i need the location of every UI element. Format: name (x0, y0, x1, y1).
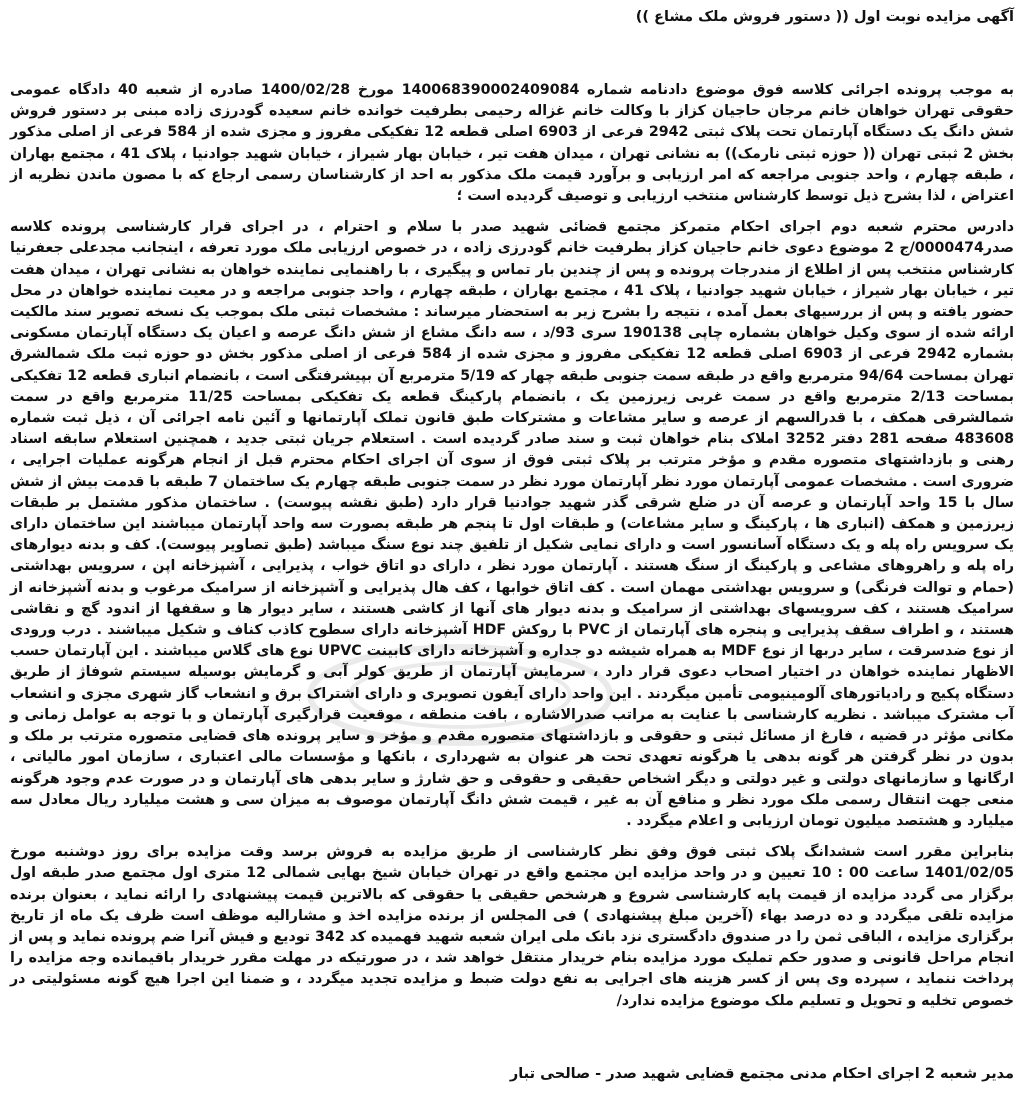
notice-paragraph-expert-report: دادرس محترم شعبه دوم اجرای احکام متمرکز مجتمع قضائی شهید صدر با سلام و احترام ، در اجرای قرار کارشناسی پرونده کلاسه صدر0000474/ج 2 موضوع دعوی خانم حاجیان کزاز بطرفیت خانم گودرزی زاده ، در خصوص ارزیابی ملک مورد تعرفه ، اینجانب مجدعلی جعفرنیا کارشناس منتخب پس از اطلاع از مندرجات پرونده و پس از چندین بار تماس و پیگیری ، با راهنمایی نماینده خواهان به نشانی تهران ، میدان هفت تیر ، خیابان بهار شیراز ، خیابان شهید جوادنیا ، پلاک 41 ، مجتمع بهاران ، طبقه چهارم ، واحد جنوبی مراجعه و در معیت نماینده خواهان در محل حضور یافته و پس از بررسیهای بعمل آمده ، نتیجه را بشرح زیر به استحضار میرساند : مشخصات ثبتی ملک بموجب یک نسخه تصویر سند مالکیت ارائه شده از سوی وکیل خواهان بشماره چاپی 190138 سری 93/د ، سه دانگ مشاع از شش دانگ عرصه و اعیان یک دستگاه آپارتمان مسکونی بشماره 2942 فرعی از 6903 اصلی قطعه 12 تفکیکی مفروز و مجزی شده از 584 فرعی از اصلی مذکور بخش دو حوزه ثبت ملک شمالشرق تهران بمساحت 94/64 مترمربع واقع در طبقه سمت جنوبی طبقه چهار که 5/19 مترمربع آن بپیشرفتگی است ، بانضمام انباری قطعه 12 تفکیکی بمساحت 2/13 مترمربع واقع در سمت غربی زیرزمین یک ، بانضمام پارکینگ قطعه یک تفکیکی بمساحت 11/25 مترمربع واقع در سمت شمالشرقی همکف ، با قدرالسهم از عرصه و سایر مشاعات و مشترکات طبق قانون تملک آپارتمانها و آئین نامه اجرائی آن ، ذیل ثبت شماره 483608 صفحه 281 دفتر 3252 املاک بنام خواهان ثبت و سند صادر گردیده است . استعلام جریان ثبتی جدید ، همچنین استعلام سابقه اسناد رهنی و بازداشتهای متصوره مقدم و مؤخر مترتب بر پلاک ثبتی فوق از سوی آن اجرای احکام محترم قبل از انجام هرگونه عملیات اجرایی ، ضروری است . مشخصات عمومی آپارتمان مورد نظر آپارتمان مورد نظر در سمت جنوبی طبقه چهارم یک ساختمان 7 طبقه با قدمت بیش از شش سال با 15 واحد آپارتمان و عرصه آن در ضلع شرقی گذر شهید جوادنیا قرار دارد (طبق نقشه پیوست) . ساختمان مذکور مشتمل بر طبقات زیرزمین و همکف (انباری ها ، پارکینگ و سایر مشاعات) و طبقات اول تا پنجم هر طبقه بصورت سه واحد آپارتمان میباشند این ساختمان دارای یک سرویس راه پله و یک دستگاه آسانسور است و دارای نمایی شکیل از تلفیق چند نوع سنگ میباشد (طبق تصاویر پیوست). کف و بدنه دیوارهای راه پله و راهروهای مشاعی و پارکینگ از سنگ هستند . آپارتمان مورد نظر ، دارای دو اتاق خواب ، پذیرایی ، آشپزخانه اپن ، سرویس بهداشتی (حمام و توالت فرنگی) و سرویس بهداشتی مهمان است . کف اتاق خوابها ، کف هال پذیرایی و آشپزخانه از سرامیک مرغوب و بدنه آشپزخانه از سرامیک هستند ، کف سرویسهای بهداشتی از سرامیک و بدنه دیوار های آنها از کاشی هستند ، سایر دیوار ها و سقفها از اندود گچ و نقاشی هستند ، و اطراف سقف پذیرایی و پنجره های آپارتمان از PVC با روکش HDF آشپزخانه دارای سطوح کاذب کناف و شکیل میباشند . درب ورودی از نوع ضدسرقت ، سایر دربها از نوع MDF به همراه شیشه دو جداره و آشپزخانه دارای کابینت UPVC نوع های گلاس میباشند . این آپارتمان حسب الاظهار نماینده خواهان در اختیار اصحاب دعوی قرار دارد ، سرمایش آپارتمان از طریق کولر آبی و گرمایش بوسیله سیستم شوفاژ از طریق دستگاه پکیج و رادیاتورهای آلومینیومی تأمین میگردند . این واحد دارای آیفون تصویری و دارای اشتراک برق و انشعاب گاز شهری مجزی و انشعاب آب مشترک میباشد . نظریه کارشناسی با عنایت به مراتب صدرالاشاره ، بافت منطقه ، موقعیت قرارگیری آپارتمان و با توجه به عوامل زمانی و مکانی مؤثر در قضیه ، فارغ از مسائل ثبتی و حقوقی و بازداشتهای متصوره مقدم و مؤخر و سایر پرونده های قضایی متصوره مترتب بر ملک و بدون در نظر گرفتن هر گونه بدهی یا هرگونه تعهدی تحت هر عنوان به شهرداری ، بانکها و مؤسسات مالی اعتباری ، سازمان امور مالیاتی ، ارگانها و سازمانهای دولتی و غیر دولتی و دیگر اشخاص حقیقی و حقوقی و حق شارژ و سایر بدهی های آپارتمان و در صورت عدم وجود هرگونه منعی جهت انتقال رسمی ملک مورد نظر و منافع آن به غیر ، قیمت شش دانگ آپارتمان موصوف به میزان سی و هشت میلیارد ریال معادل سه میلیارد و هشتصد میلیون تومان ارزیابی و اعلام میگردد . (10, 219, 1015, 829)
notice-signature: مدیر شعبه 2 اجرای احکام مدنی مجتمع قضایی شهید صدر - صالحی تبار (509, 1066, 1014, 1082)
notice-paragraph-intro: به موجب پرونده اجرائی کلاسه فوق موضوع دادنامه شماره 140068390002409084 مورخ 1400/02/28 صادره از شعبه 40 دادگاه عمومی حقوقی تهران خواهان خانم مرجان حاجیان کزاز با وکالت خانم غزاله رحیمی بطرفیت خوانده خانم سعیده گودرزی زاده مبنی بر دستور فروش شش دانگ یک دستگاه آپارتمان تحت پلاک ثبتی 2942 فرعی از 6903 اصلی قطعه 12 تفکیکی مفروز و مجزی شده از 584 فرعی از اصلی مذکور بخش 2 ثبتی تهران (( حوزه ثبتی نارمک)) به نشانی تهران ، میدان هفت تیر ، خیابان بهار شیراز ، خیابان شهید جوادنیا ، پلاک 41 ، مجتمع بهاران ، طبقه چهارم ، واحد جنوبی مراجعه که امر ارزیابی و برآورد قیمت ملک مذکور به احد از کارشناسان رسمی ارجاع که با مصون ماندن نظریه از اعتراض ، لذا بشرح ذیل توسط کارشناس منتخب ارزیابی و توصیف گردیده است ؛ (10, 82, 1015, 205)
notice-title: آگهی مزایده نوبت اول (( دستور فروش ملک مشاع )) (635, 9, 1014, 25)
notice-paragraph-auction-terms: بنابراین مقرر است ششدانگ پلاک ثبتی فوق وفق نظر کارشناسی از طریق مزایده به فروش برسد وقت مزایده برای روز دوشنبه مورخ 1401/02/05 ساعت 00 : 10 تعیین و در واحد مزایده این مجتمع واقع در تهران خیابان شیخ بهایی شمالی 12 متری اول مجتمع صدر طبقه اول برگزار می گردد مزایده از قیمت پایه کارشناسی شروع و هرشخص حقیقی یا حقوقی که بالاترین قیمت پیشنهادی را ارائه نماید ، بعنوان برنده مزایده تلقی میگردد و ده درصد بهاء (آخرین مبلغ پیشنهادی ) فی المجلس از برنده مزایده اخذ و مشارالیه موظف است ظرف یک ماه از تاریخ برگزاری مزایده ، الباقی ثمن را در صندوق دادگستری نزد بانک ملی ایران شعبه شهید فهمیده کد 342 تودیع و فیش آنرا ضم پرونده نماید و پس از انجام مراحل قانونی و صدور حکم تملیک مورد مزایده بنام خریدار منتقل خواهد شد ، در صورتیکه در مهلت مقرر خریدار باقیمانده وجه مزایده را پرداخت ننماید ، سپرده وی پس از کسر هزینه های اجرایی به نفع دولت ضبط و مزایده تجدید میگردد ، و ضمنا این اجرا هیچ گونه مسئولیتی در خصوص تخلیه و تحویل و تسلیم ملک موضوع مزایده ندارد/ (10, 844, 1015, 1009)
